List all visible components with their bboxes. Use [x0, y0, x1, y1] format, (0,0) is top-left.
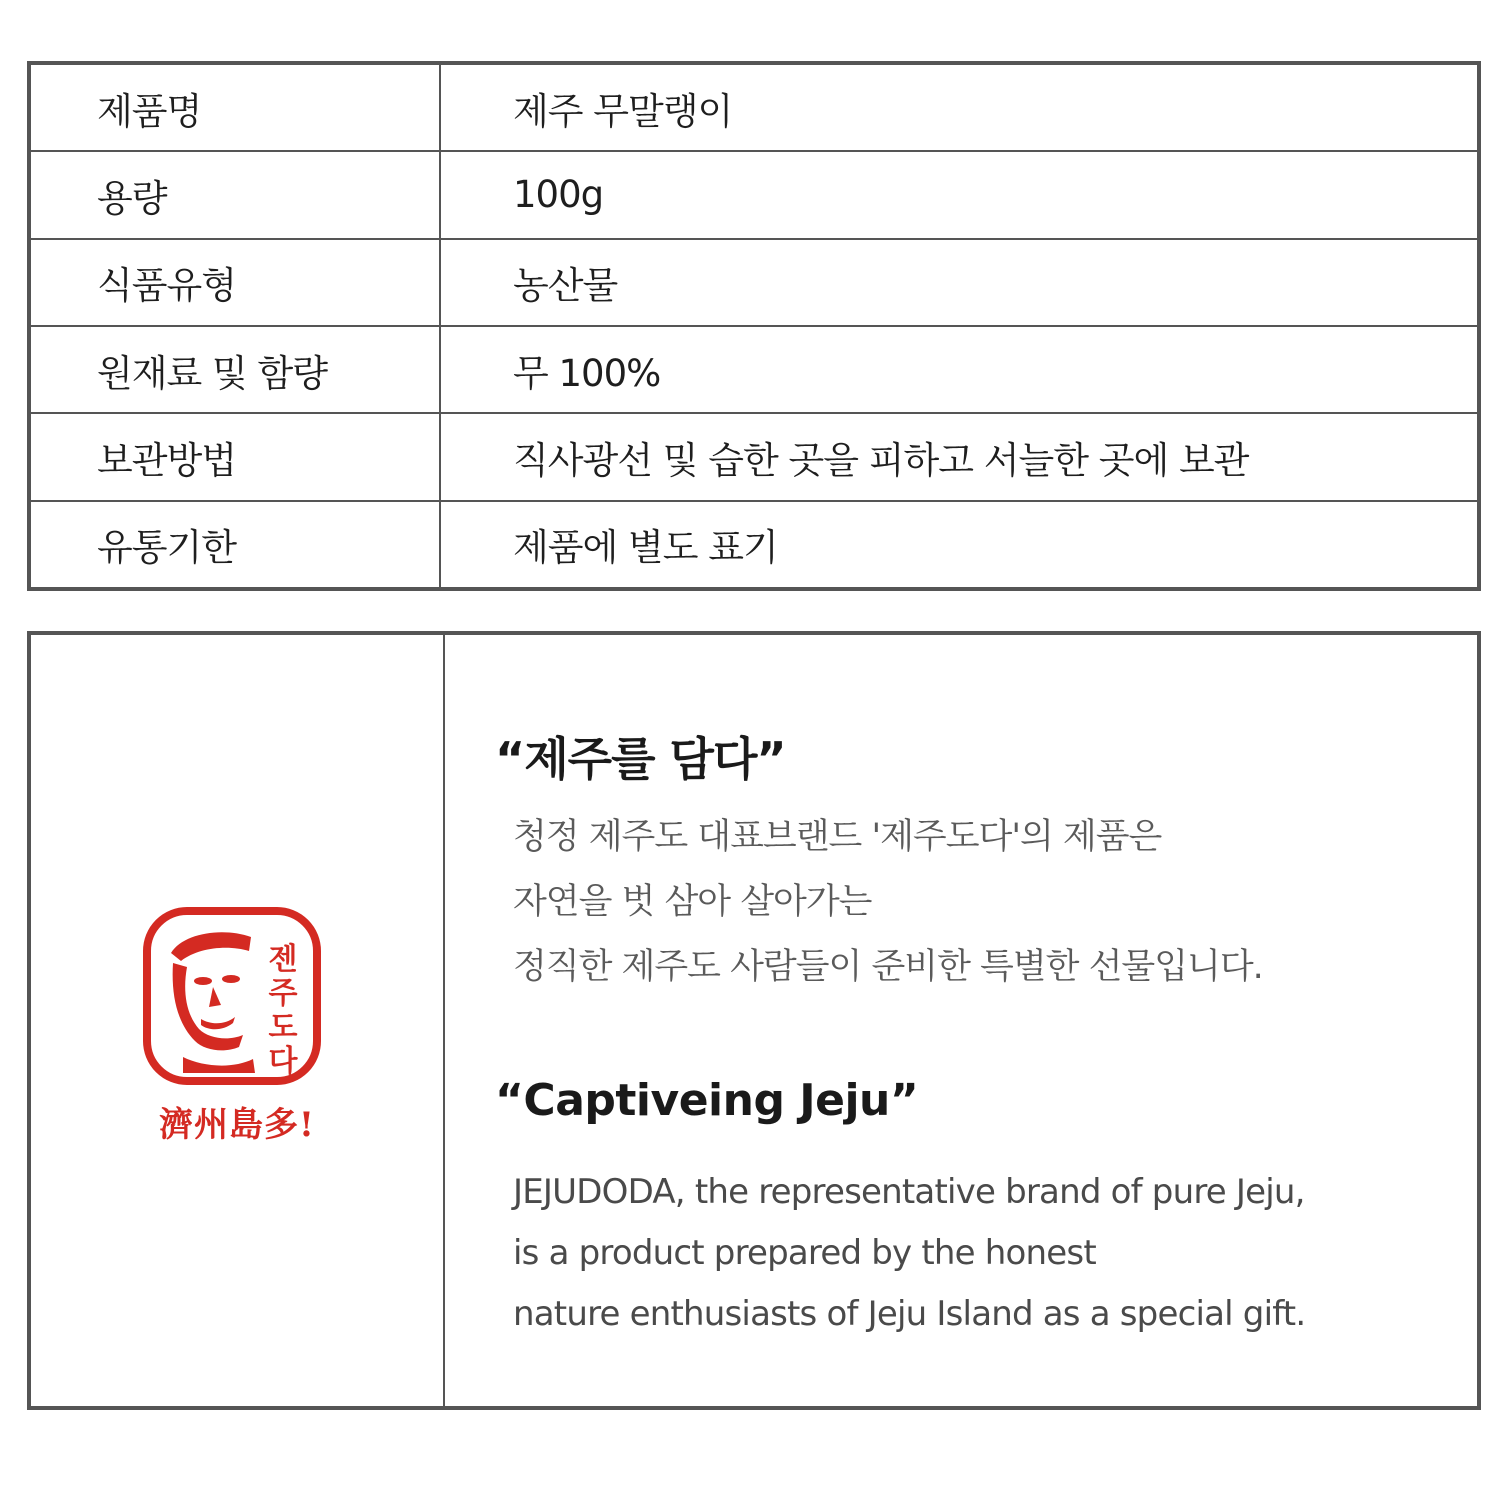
spec-row-storage	[31, 414, 1477, 501]
spec-value: 제주 무말랭이	[513, 89, 733, 133]
brand-logo-cell	[31, 635, 445, 1406]
spec-label: 유통기한	[31, 502, 441, 587]
spec-row-expiry	[31, 502, 1477, 587]
paragraph-line: 정직한 제주도 사람들이 준비한 특별한 선물입니다.	[513, 947, 1263, 987]
spec-label: 원재료 및 함량	[31, 327, 441, 412]
spec-value: 직사광선 및 습한 곳을 피하고 서늘한 곳에 보관	[513, 438, 1249, 482]
spec-value: 농산물	[513, 264, 618, 308]
svg-text:주: 주	[268, 976, 298, 1011]
spec-row-product-name	[31, 65, 1477, 152]
paragraph-korean	[513, 805, 1263, 1000]
spec-label: 제품명	[31, 65, 441, 150]
svg-text:도: 도	[268, 1010, 298, 1045]
brand-text-cell	[445, 635, 1477, 1406]
jejudoda-stamp-logo	[143, 907, 321, 1085]
svg-text:다: 다	[268, 1044, 298, 1079]
paragraph-line: nature enthusiasts of Jeju Island as a special gift.	[513, 1294, 1306, 1334]
product-spec-table	[27, 61, 1481, 591]
heading-english: “Captiveing Jeju”	[495, 1075, 919, 1126]
spec-row-ingredients	[31, 327, 1477, 414]
spec-value: 무 100%	[513, 351, 661, 395]
paragraph-line: 자연을 벗 삼아 살아가는	[513, 882, 872, 922]
heading-korean: “제주를 담다”	[495, 732, 786, 786]
spec-label: 식품유형	[31, 240, 441, 325]
spec-value: 100g	[513, 173, 604, 217]
paragraph-line: is a product prepared by the honest	[513, 1233, 1096, 1273]
logo-caption: 濟州島多!	[159, 1105, 315, 1145]
svg-text:젠: 젠	[268, 942, 298, 977]
spec-row-food-type	[31, 240, 1477, 327]
spec-value: 제품에 별도 표기	[513, 526, 778, 570]
paragraph-line: JEJUDODA, the representative brand of pure Jeju,	[513, 1172, 1305, 1212]
spec-label: 용량	[31, 152, 441, 237]
spec-row-capacity	[31, 152, 1477, 239]
brand-info-box	[27, 631, 1481, 1410]
paragraph-english	[513, 1162, 1305, 1345]
spec-label: 보관방법	[31, 414, 441, 499]
paragraph-line: 청정 제주도 대표브랜드 '제주도다'의 제품은	[513, 817, 1162, 857]
